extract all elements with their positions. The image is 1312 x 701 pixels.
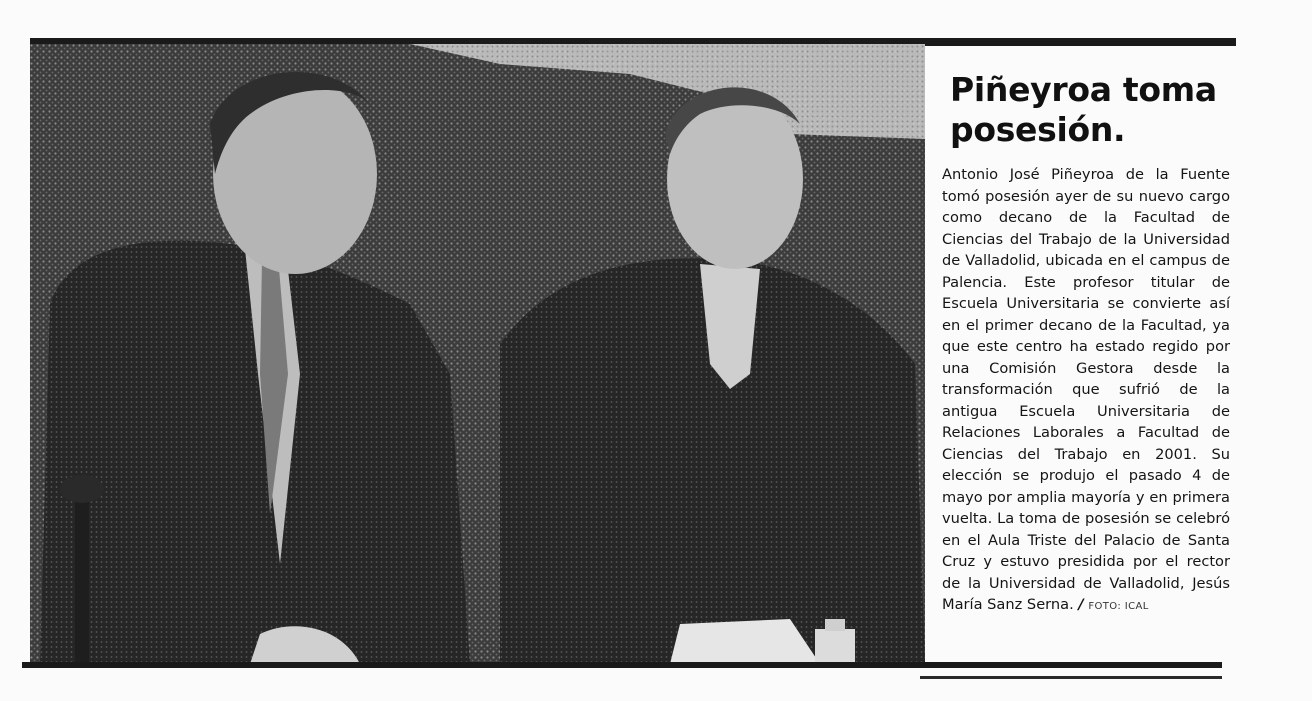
bottom-rule-secondary: [920, 676, 1222, 679]
article-photo: [30, 44, 925, 664]
halftone-photograph-icon: [30, 44, 925, 664]
bottom-rule: [22, 662, 1222, 668]
article-body-text: Antonio José Piñeyroa de la Fuente tomó posesión ayer de su nuevo cargo como decano de la Facultad de Ciencias del Trabajo de la Universidad de Valladolid, ubicada en el campus de Palencia. Este profesor titular de Escuela Universitaria se convierte así en el primer decano de la Facultad, ya que este centro ha estado regido por una Comisión Gestora desde la transformación que sufrió de la antigua Escuela Universitaria de Relaciones Laborales a Facultad de Ciencias del Trabajo en 2001. Su elección se produjo el pasado 4 de mayo por amplia mayoría y en primera vuelta. La toma de posesión se celebró en el Aula Triste del Palacio de Santa Cruz y estuvo presidida por el rector de la Universidad de Valladolid, Jesús María Sanz Serna.: [942, 166, 1230, 613]
article-body: [942, 164, 1230, 618]
article-headline: Piñeyroa toma posesión.: [950, 70, 1217, 149]
photo-credit-separator: /: [1078, 596, 1084, 613]
photo-credit: FOTO: ICAL: [1088, 601, 1149, 612]
